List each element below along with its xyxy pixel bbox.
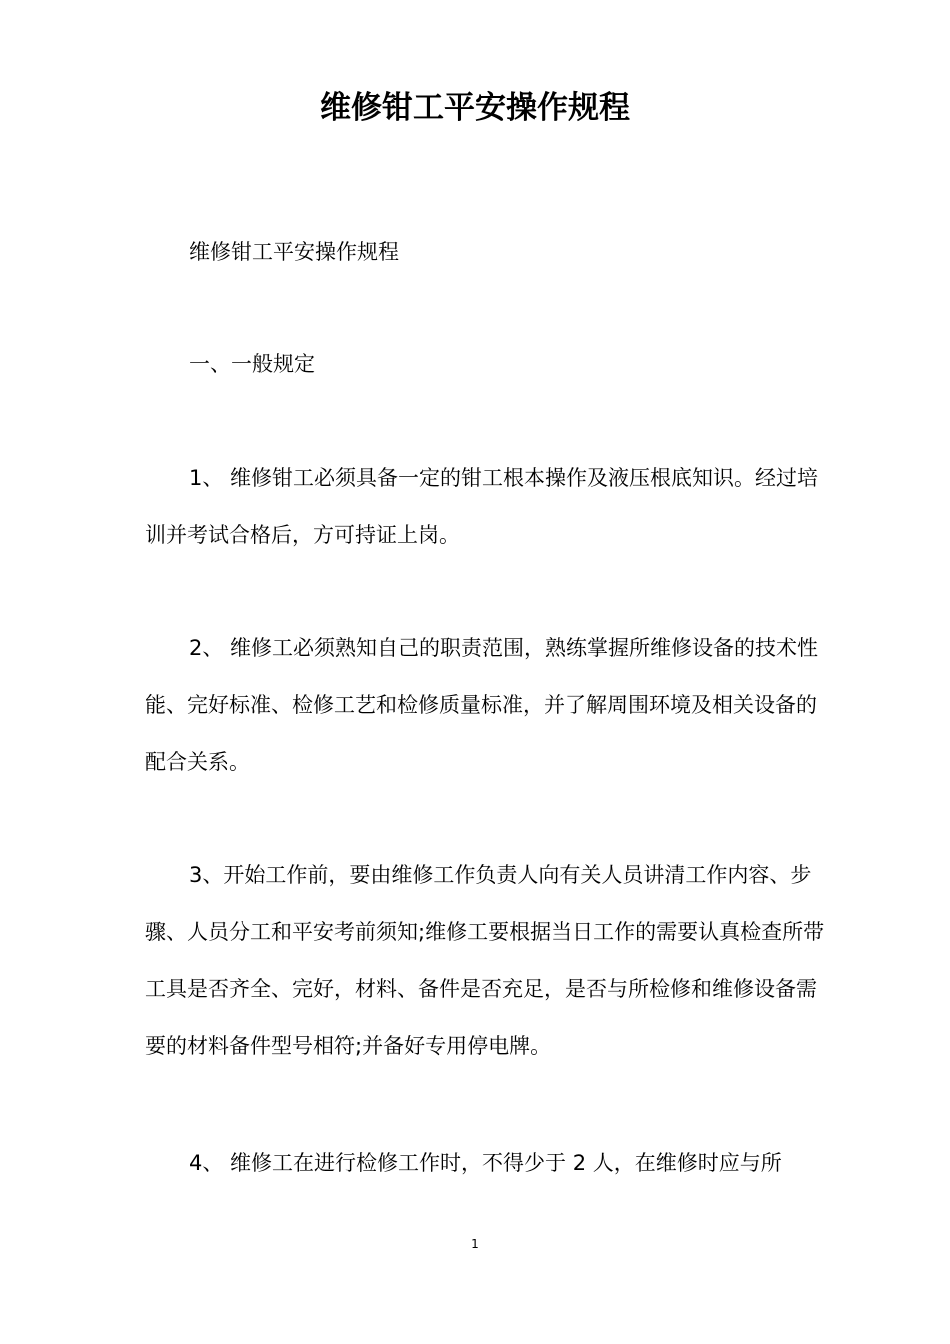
page-number: 1 — [471, 1237, 479, 1251]
paragraph-3: 3、开始工作前，要由维修工作负责人向有关人员讲清工作内容、步骤、人员分工和平安考前须知;维修工要根据当日工作的需要认真检查所带工具是否齐全、完好，材料、备件是否充足，是否与所检修和维修设备需要的材料备件型号相符;并备好专用停电牌。 — [145, 863, 825, 1058]
paragraph-4: 4、 维修工在进行检修工作时，不得少于 2 人，在维修时应与所 — [189, 1151, 782, 1175]
document-title: 维修钳工平安操作规程 — [320, 90, 630, 126]
section-heading: 一、一般规定 — [189, 352, 315, 376]
paragraph-2: 2、 维修工必须熟知自己的职责范围，熟练掌握所维修设备的技术性能、完好标准、检修工艺和检修质量标准，并了解周围环境及相关设备的配合关系。 — [145, 636, 819, 774]
paragraph-1: 1、 维修钳工必须具备一定的钳工根本操作及液压根底知识。经过培训并考试合格后，方可持证上岗。 — [145, 466, 819, 547]
document-subtitle: 维修钳工平安操作规程 — [189, 240, 399, 264]
